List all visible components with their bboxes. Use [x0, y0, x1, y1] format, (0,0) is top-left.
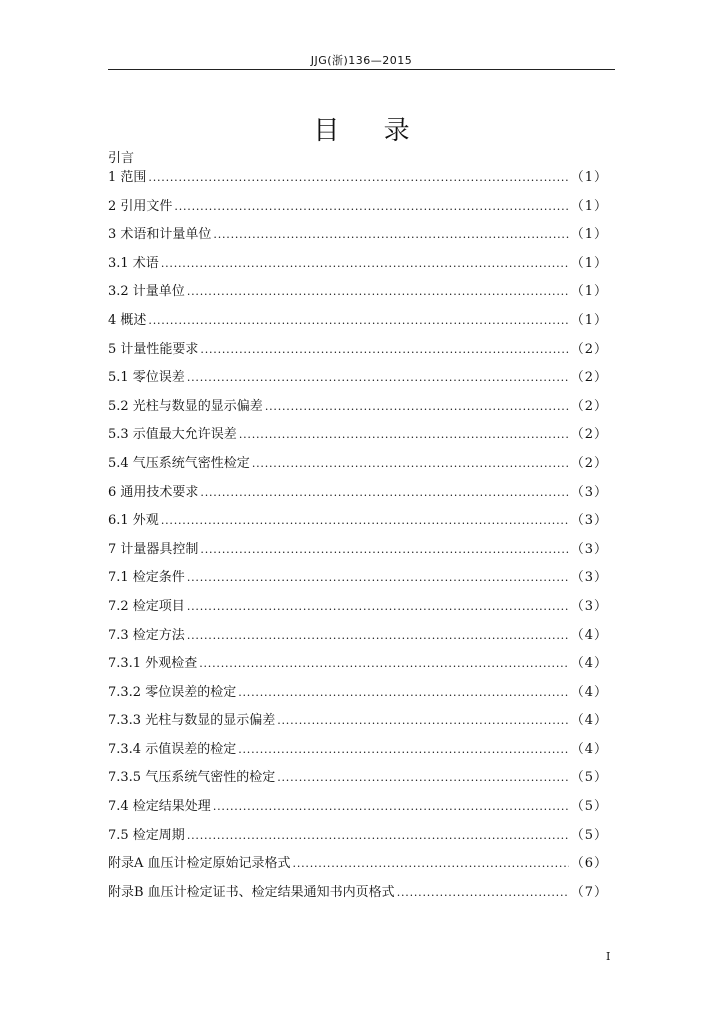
table-of-contents [108, 166, 608, 909]
toc-dot-leader [200, 486, 568, 499]
toc-entry[interactable] [108, 766, 608, 795]
toc-entry-page: （1） [570, 255, 608, 271]
toc-dot-leader [200, 343, 568, 356]
toc-dot-leader [277, 771, 569, 784]
toc-entry-page: （4） [570, 656, 608, 672]
toc-entry[interactable] [108, 709, 608, 738]
toc-entry-page: （3） [570, 513, 608, 529]
toc-dot-leader [213, 800, 569, 813]
toc-entry-label: 7.5 检定周期 [108, 827, 185, 843]
toc-entry-page: （1） [570, 284, 608, 300]
toc-entry[interactable] [108, 652, 608, 681]
toc-dot-leader [397, 886, 569, 899]
toc-entry-label: 3.1 术语 [108, 255, 159, 271]
toc-entry-page: （5） [570, 799, 608, 815]
toc-entry-page: （7） [570, 884, 608, 900]
toc-entry-label: 5.4 气压系统气密性检定 [108, 455, 250, 471]
toc-entry[interactable] [108, 309, 608, 338]
toc-entry-label: 2 引用文件 [108, 198, 173, 214]
toc-dot-leader [252, 457, 569, 470]
toc-dot-leader [265, 400, 569, 413]
toc-entry[interactable] [108, 538, 608, 567]
toc-entry[interactable] [108, 395, 608, 424]
toc-entry-label: 5.1 零位误差 [108, 370, 185, 386]
toc-entry-label: 5.3 示值最大允许误差 [108, 427, 237, 443]
toc-entry-page: （4） [570, 741, 608, 757]
toc-entry[interactable] [108, 280, 608, 309]
toc-entry[interactable] [108, 566, 608, 595]
toc-dot-leader [161, 514, 569, 527]
toc-entry-page: （2） [570, 341, 608, 357]
toc-entry-page: （4） [570, 713, 608, 729]
toc-entry-page: （2） [570, 370, 608, 386]
toc-entry-label: 7.1 检定条件 [108, 570, 185, 586]
toc-entry-page: （1） [570, 227, 608, 243]
toc-entry-label: 7.3.1 外观检查 [108, 656, 198, 672]
toc-dot-leader [200, 543, 568, 556]
toc-entry[interactable] [108, 195, 608, 224]
toc-entry-label: 7.3.3 光柱与数显的显示偏差 [108, 713, 276, 729]
toc-entry-page: （5） [570, 827, 608, 843]
toc-dot-leader [213, 228, 568, 241]
toc-entry[interactable] [108, 795, 608, 824]
toc-dot-leader [199, 657, 569, 670]
toc-dot-leader [187, 371, 569, 384]
document-code-header: JJG(浙)136—2015 [310, 54, 413, 67]
toc-dot-leader [148, 314, 568, 327]
toc-entry-label: 7.2 检定项目 [108, 598, 185, 614]
toc-entry-label: 3.2 计量单位 [108, 284, 185, 300]
toc-dot-leader [174, 200, 568, 213]
toc-dot-leader [293, 857, 569, 870]
toc-dot-leader [238, 743, 569, 756]
toc-entry[interactable] [108, 852, 608, 881]
toc-entry[interactable] [108, 338, 608, 367]
toc-entry-page: （2） [570, 398, 608, 414]
toc-entry-label: 附录B 血压计检定证书、检定结果通知书内页格式 [108, 884, 395, 900]
toc-entry-label: 4 概述 [108, 312, 147, 328]
toc-dot-leader [161, 257, 569, 270]
toc-entry[interactable] [108, 252, 608, 281]
toc-entry-page: （5） [570, 770, 608, 786]
toc-entry-page: （4） [570, 627, 608, 643]
toc-entry[interactable] [108, 481, 608, 510]
toc-entry[interactable] [108, 223, 608, 252]
toc-entry-page: （2） [570, 427, 608, 443]
toc-entry-label: 5.2 光柱与数显的显示偏差 [108, 398, 263, 414]
page-number: I [606, 950, 611, 963]
toc-dot-leader [187, 571, 569, 584]
toc-entry[interactable] [108, 824, 608, 853]
toc-dot-leader [238, 686, 569, 699]
toc-dot-leader [187, 629, 569, 642]
toc-entry-page: （1） [570, 312, 608, 328]
toc-entry-label: 3 术语和计量单位 [108, 227, 212, 243]
toc-entry-label: 6 通用技术要求 [108, 484, 199, 500]
toc-entry[interactable] [108, 366, 608, 395]
toc-dot-leader [239, 428, 569, 441]
toc-title: 目 录 [313, 116, 428, 146]
toc-dot-leader [187, 285, 569, 298]
toc-entry-label: 7.4 检定结果处理 [108, 799, 211, 815]
toc-entry-page: （3） [570, 484, 608, 500]
toc-dot-leader [187, 600, 569, 613]
toc-entry[interactable] [108, 509, 608, 538]
toc-entry[interactable] [108, 881, 608, 910]
header-divider [108, 69, 615, 70]
toc-entry-page: （6） [570, 856, 608, 872]
toc-entry-page: （3） [570, 541, 608, 557]
toc-entry[interactable] [108, 624, 608, 653]
toc-dot-leader [277, 714, 569, 727]
toc-entry-label: 5 计量性能要求 [108, 341, 199, 357]
toc-entry-intro[interactable]: 引言 [108, 151, 135, 166]
toc-entry-label: 7.3 检定方法 [108, 627, 185, 643]
toc-entry[interactable] [108, 681, 608, 710]
toc-entry-label: 7 计量器具控制 [108, 541, 199, 557]
toc-entry[interactable] [108, 423, 608, 452]
toc-entry-label: 7.3.4 示值误差的检定 [108, 741, 237, 757]
toc-entry-label: 6.1 外观 [108, 513, 159, 529]
toc-entry-page: （1） [570, 198, 608, 214]
toc-entry[interactable] [108, 452, 608, 481]
toc-entry[interactable] [108, 738, 608, 767]
toc-entry-label: 7.3.5 气压系统气密性的检定 [108, 770, 276, 786]
toc-entry-page: （1） [570, 170, 608, 185]
toc-entry-page: （4） [570, 684, 608, 700]
toc-dot-leader [187, 829, 569, 842]
toc-entry[interactable] [108, 166, 608, 195]
toc-entry-label: 7.3.2 零位误差的检定 [108, 684, 237, 700]
toc-dot-leader [148, 171, 568, 184]
toc-entry-page: （3） [570, 570, 608, 586]
toc-entry-page: （3） [570, 598, 608, 614]
toc-entry-page: （2） [570, 455, 608, 471]
toc-entry-label: 1 范围 [108, 170, 147, 185]
toc-entry[interactable] [108, 595, 608, 624]
toc-entry-label: 附录A 血压计检定原始记录格式 [108, 856, 291, 872]
